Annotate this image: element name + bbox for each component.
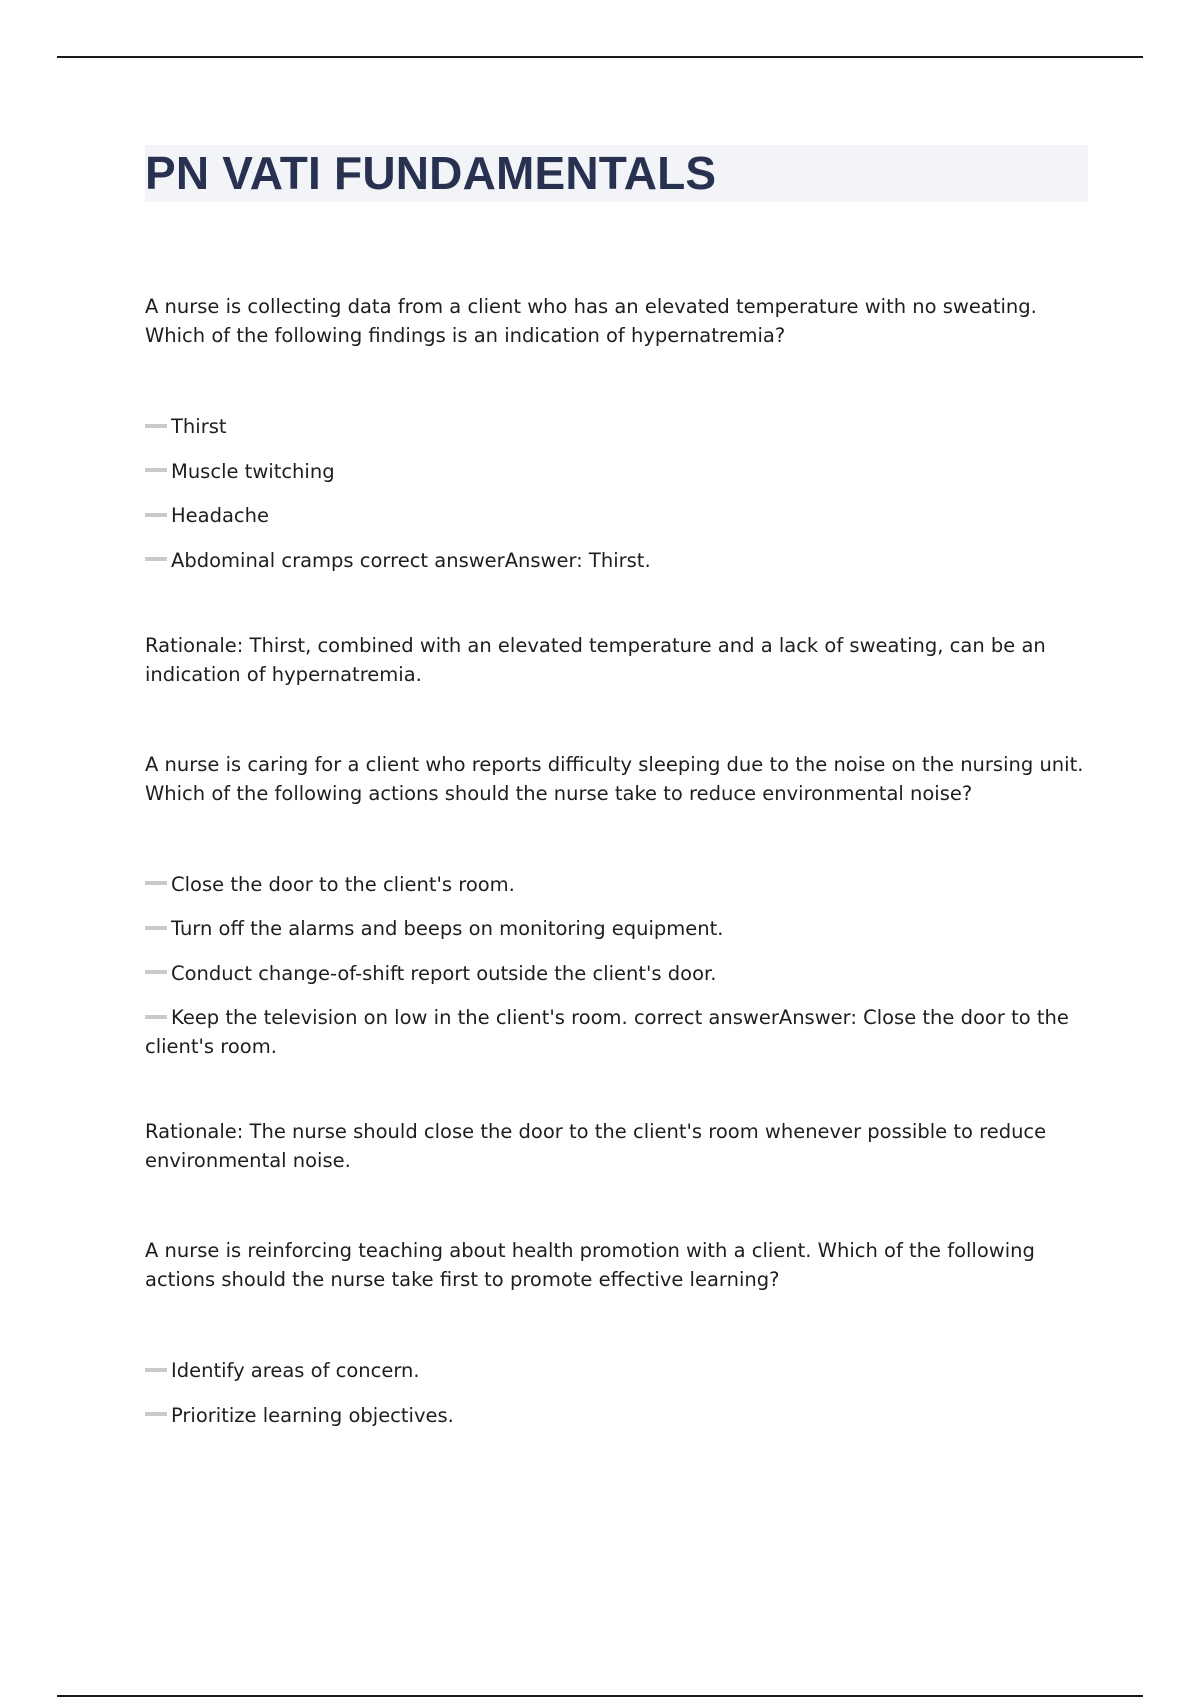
option-item: Close the door to the client's room. [145, 870, 1090, 899]
option-list [145, 1356, 1090, 1430]
bottom-rule [57, 1695, 1143, 1697]
option-item: Headache [145, 501, 1090, 530]
option-item: Keep the television on low in the client's room. correct answerAnswer: Close the door to the client's room. [145, 1003, 1090, 1061]
option-item: Conduct change-of-shift report outside the client's door. [145, 959, 1090, 988]
top-rule [57, 56, 1143, 58]
question-block-1 [145, 292, 1090, 689]
question-text: A nurse is caring for a client who reports difficulty sleeping due to the noise on the nursing unit. Which of the following actions should the nurse take to reduce environmental noise? [145, 752, 1084, 805]
option-item: Muscle twitching [145, 457, 1090, 486]
question-text: A nurse is collecting data from a client who has an elevated temperature with no sweating. Which of the following findings is an indication of hypernatremia? [145, 295, 1037, 347]
document-body [145, 292, 1090, 1430]
rationale-text: Rationale: Thirst, combined with an elevated temperature and a lack of sweating, can be an indication of hypernatremia. [145, 633, 1046, 686]
question-block-2 [145, 750, 1090, 1176]
page-title: PN VATI FUNDAMENTALS [145, 147, 717, 199]
option-list [145, 412, 1090, 575]
option-item: Thirst [145, 412, 1090, 441]
option-item: Abdominal cramps correct answerAnswer: Thirst. [145, 546, 1090, 575]
option-item: Turn off the alarms and beeps on monitoring equipment. [145, 914, 1090, 943]
question-text: A nurse is reinforcing teaching about health promotion with a client. Which of the following actions should the nurse take first to promote effective learning? [145, 1239, 1035, 1291]
option-item: Identify areas of concern. [145, 1356, 1090, 1385]
option-item: Prioritize learning objectives. [145, 1401, 1090, 1430]
question-block-3 [145, 1236, 1090, 1430]
rationale-text: Rationale: The nurse should close the door to the client's room whenever possible to reduce environmental noise. [145, 1120, 1047, 1172]
option-list [145, 870, 1090, 1062]
